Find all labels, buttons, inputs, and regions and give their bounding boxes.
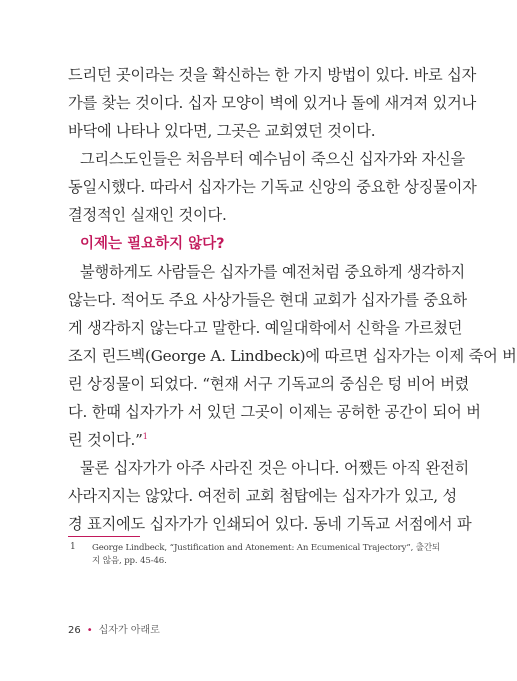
footer-bullet: • bbox=[86, 625, 93, 636]
section-heading: 이제는 필요하지 않다? bbox=[80, 236, 225, 252]
body-line-with-footnote bbox=[68, 430, 402, 450]
page-footer bbox=[68, 621, 160, 636]
footnote-line: 지 않음, pp. 45-46. bbox=[92, 556, 167, 566]
body-line: 가를 찾는 것이다. 십자 모양이 벽에 있거나 돌에 새겨져 있거나 bbox=[68, 94, 477, 112]
footnote-reference[interactable]: 1 bbox=[142, 431, 148, 441]
footnote-text bbox=[92, 542, 441, 568]
running-title: 십자가 아래로 bbox=[98, 625, 160, 636]
body-line: 경 표지에도 십자가가 인쇄되어 있다. 동네 기독교 서점에서 파 bbox=[68, 515, 472, 533]
body-line: 게 생각하지 않는다고 말한다. 예일대학에서 신학을 가르쳤던 bbox=[68, 319, 463, 337]
footnote-line: George Lindbeck, “Justification and Atonement: An Ecumenical Trajectory”, 출간되 bbox=[92, 543, 441, 553]
body-line: 드리던 곳이라는 것을 확신하는 한 가지 방법이 있다. 바로 십자 bbox=[68, 66, 477, 84]
body-line: 않는다. 적어도 주요 사상가들은 현대 교회가 십자가를 중요하 bbox=[68, 291, 467, 309]
body-line: 물론 십자가가 아주 사라진 것은 아니다. 어쨌든 아직 완전히 bbox=[80, 459, 469, 477]
body-line: 조지 린드벡(George A. Lindbeck)에 따르면 십자가는 이제 죽어 버 bbox=[68, 347, 517, 365]
page-number: 26 bbox=[68, 625, 81, 636]
body-line: 그리스도인들은 처음부터 예수님이 죽으신 십자가와 자신을 bbox=[80, 150, 465, 168]
footnote-divider bbox=[68, 536, 140, 537]
body-line: 사라지지는 않았다. 여전히 교회 첨탑에는 십자가가 있고, 성 bbox=[68, 487, 457, 505]
body-line: 불행하게도 사람들은 십자가를 예전처럼 중요하게 생각하지 bbox=[80, 263, 465, 281]
body-line: 결정적인 실재인 것이다. bbox=[68, 206, 227, 224]
footnote-number: 1 bbox=[70, 542, 76, 552]
body-line: 동일시했다. 따라서 십자가는 기독교 신앙의 중요한 상징물이자 bbox=[68, 178, 477, 196]
body-line: 다. 한때 십자가가 서 있던 그곳이 이제는 공허한 공간이 되어 버 bbox=[68, 403, 481, 421]
body-line-text: 린 것이다.” bbox=[68, 431, 143, 449]
body-line: 바닥에 나타나 있다면, 그곳은 교회였던 것이다. bbox=[68, 122, 376, 140]
body-line: 린 상징물이 되었다. “현재 서구 기독교의 중심은 텅 비어 버렸 bbox=[68, 375, 470, 393]
